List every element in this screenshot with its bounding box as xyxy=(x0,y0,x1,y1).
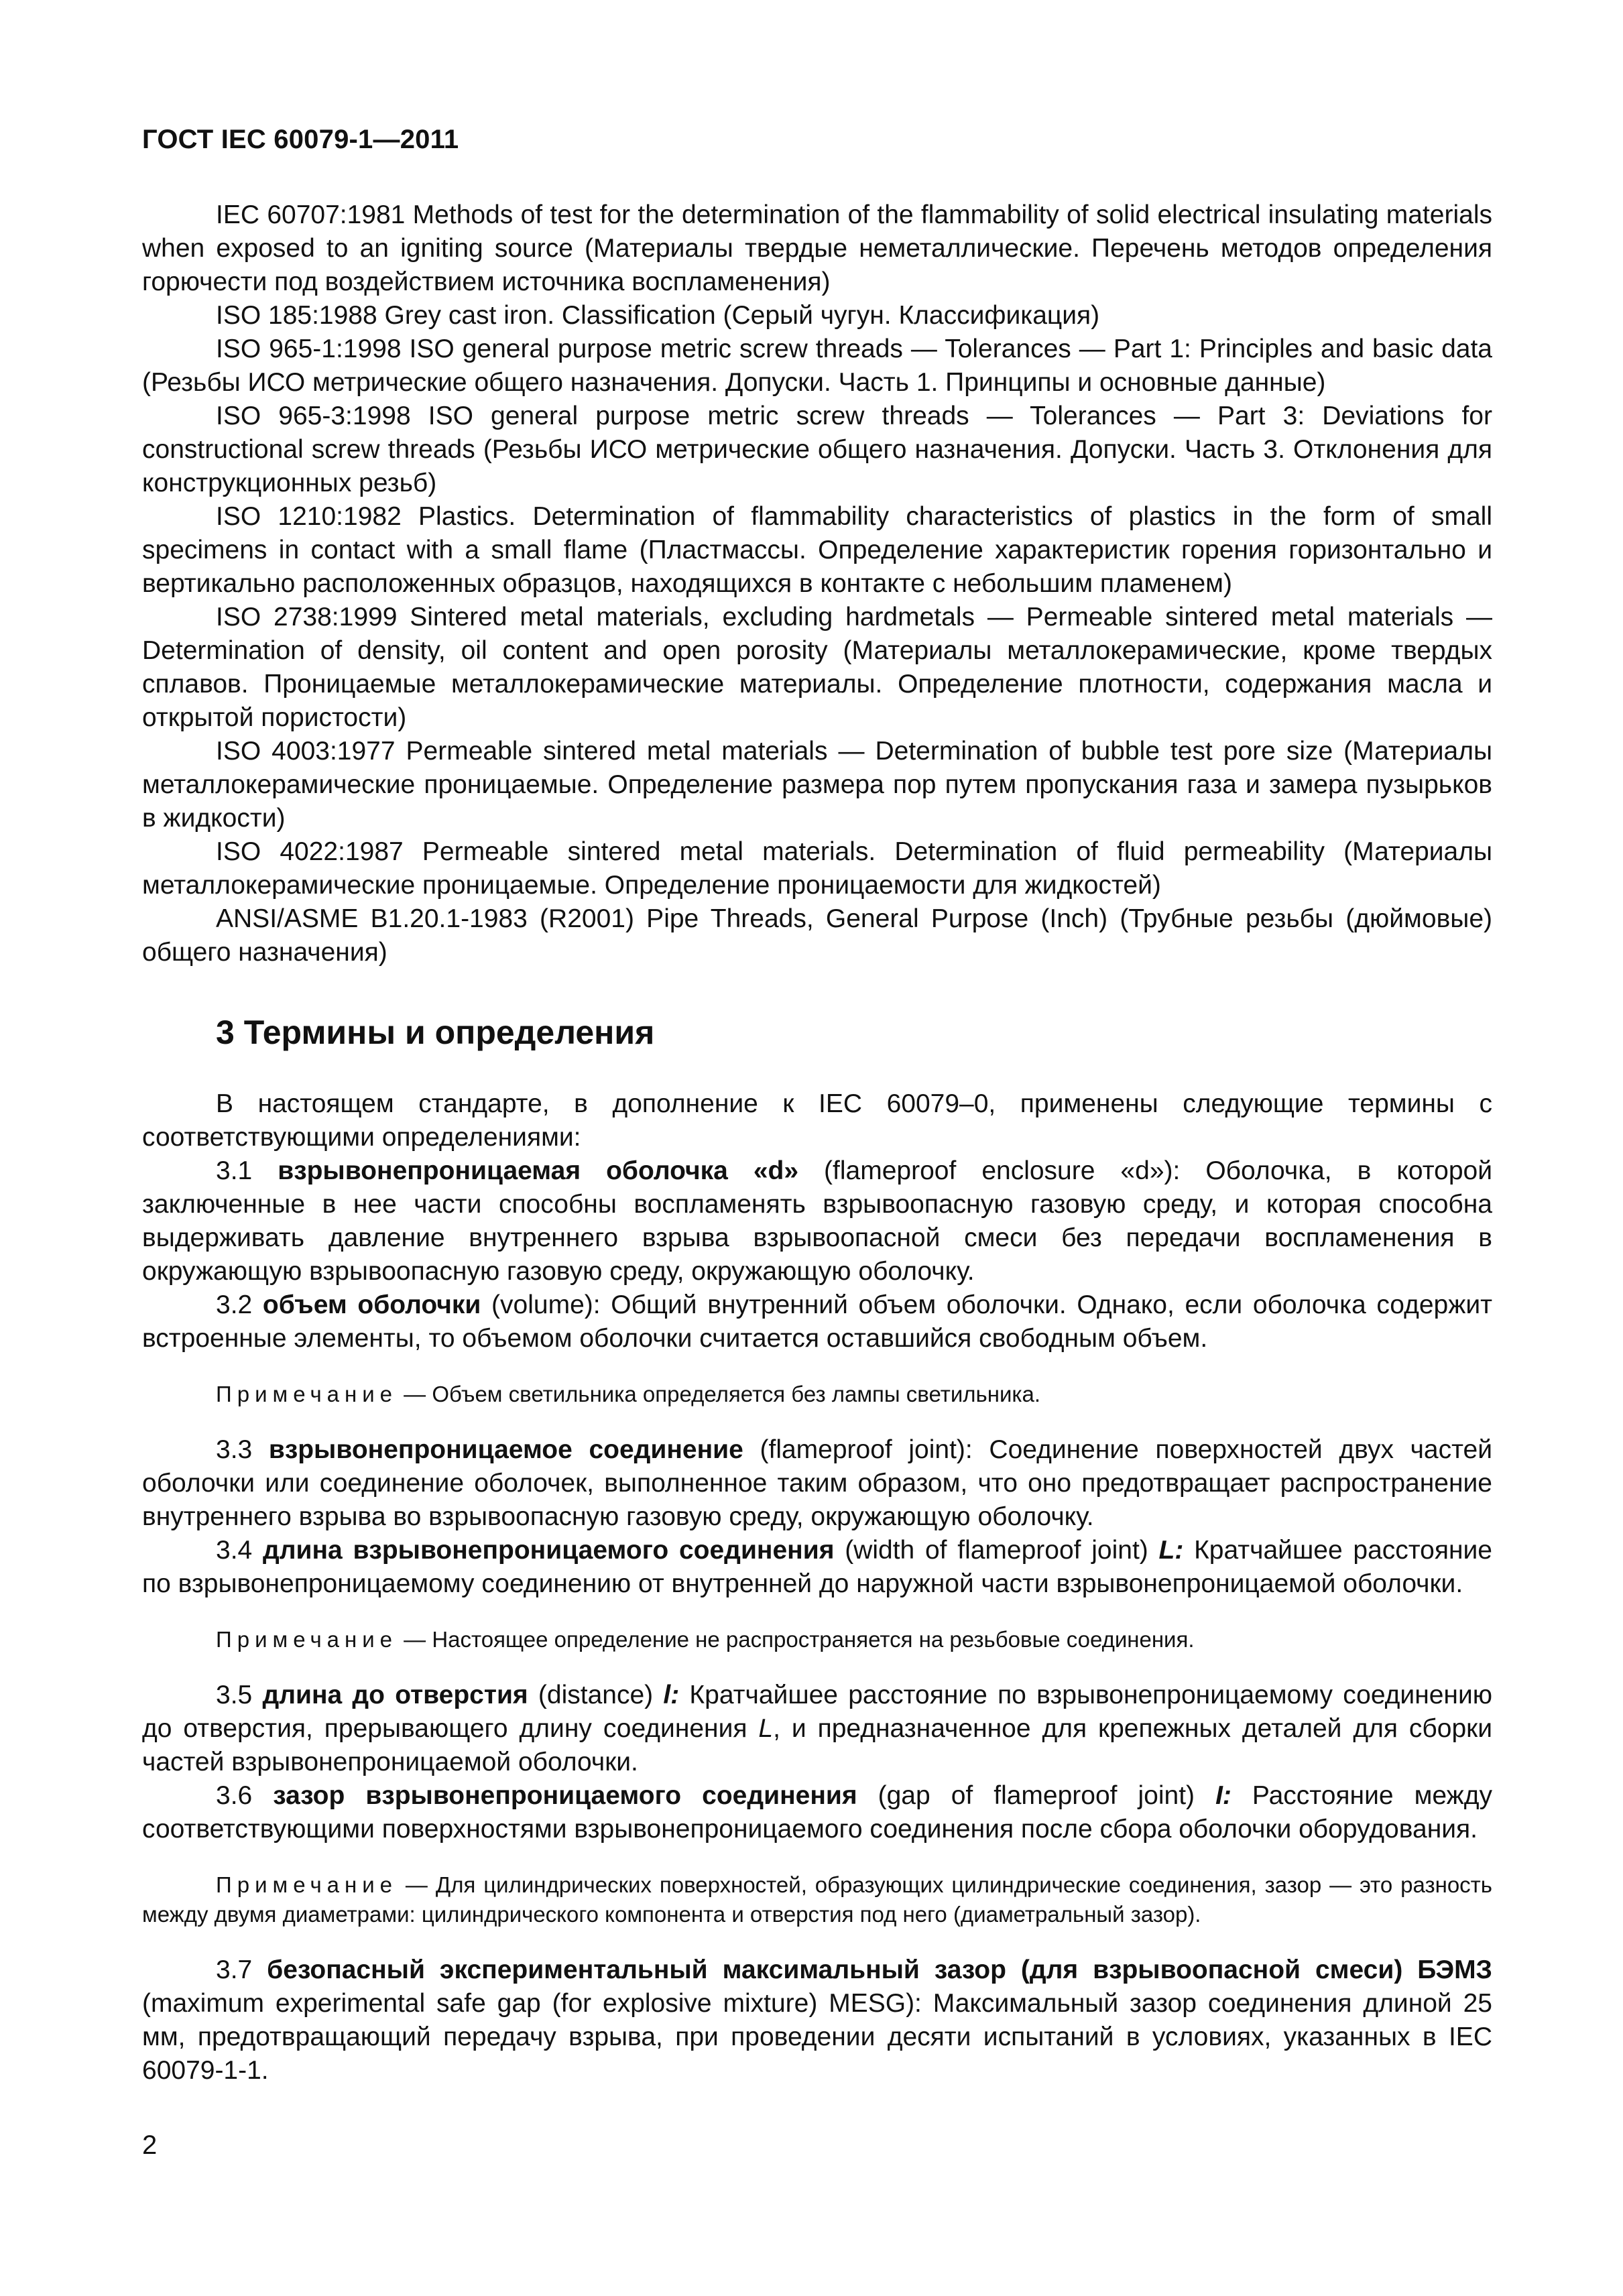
note-text: — Настоящее определение не распространяется на резьбовые соединения. xyxy=(398,1627,1195,1652)
definition-3-7 xyxy=(142,1953,1492,2088)
reference-iso-965-3: ISO 965-3:1998 ISO general purpose metric screw threads — Tolerances — Part 3: Deviations for constructional screw threads (Резьбы ИСО метрические общего назначения. Допуски. Часть 3. Отклонения для конструкционных резьб) xyxy=(142,402,1492,497)
definition-3-6 xyxy=(142,1779,1492,1846)
definition-3-3 xyxy=(142,1433,1492,1534)
def-text: , и предназначенное для крепежных деталей для сборки частей взрывонепроницаемой оболочки. xyxy=(142,1714,1492,1776)
def-text: (flameproof joint): Соединение поверхностей двух частей оболочки или соединение оболочек, выполненное таким образом, что оно предотвращает распространение внутреннего взрыва во взрывоопасную газовую среду, окружающую оболочку. xyxy=(142,1435,1492,1531)
def-term: взрывонепроницаемая оболочка «d» xyxy=(278,1156,799,1185)
note-1 xyxy=(142,1380,1492,1409)
def-text: (distance) xyxy=(528,1681,664,1709)
def-number: 3.2 xyxy=(216,1290,263,1319)
note-text: — Объем светильника определяется без лампы светильника. xyxy=(398,1382,1041,1406)
def-symbol: L: xyxy=(1158,1536,1184,1565)
page-number: 2 xyxy=(142,2130,158,2160)
def-number: 3.7 xyxy=(216,1955,267,1984)
section-heading: 3 Термины и определения xyxy=(216,1014,655,1051)
def-term: зазор взрывонепроницаемого соединения xyxy=(273,1781,857,1810)
definition-3-4 xyxy=(142,1534,1492,1601)
def-term: длина взрывонепроницаемого соединения xyxy=(262,1536,835,1565)
def-symbol: I: xyxy=(1215,1781,1231,1810)
def-term: безопасный экспериментальный максимальный зазор (для взрывоопасной смеси) БЭМЗ xyxy=(267,1955,1492,1984)
definition-3-5 xyxy=(142,1679,1492,1779)
def-number: 3.4 xyxy=(216,1536,263,1565)
def-term: длина до отверстия xyxy=(262,1681,528,1709)
note-2 xyxy=(142,1625,1492,1654)
def-text: (width of flameproof joint) xyxy=(834,1536,1159,1565)
note-3 xyxy=(142,1870,1492,1929)
def-symbol: l: xyxy=(663,1681,680,1709)
def-text: (volume): Общий внутренний объем оболочки. Однако, если оболочка содержит встроенные элементы, то объемом оболочки считается оставшийся свободным объем. xyxy=(142,1290,1492,1353)
definition-3-2 xyxy=(142,1288,1492,1355)
def-text: (gap of flameproof joint) xyxy=(857,1781,1216,1810)
standard-designation: ГОСТ IEC 60079-1—2011 xyxy=(142,125,459,154)
reference-iso-965-1: ISO 965-1:1998 ISO general purpose metric screw threads — Tolerances — Part 1: Principles and basic data (Резьбы ИСО метрические общего назначения. Допуски. Часть 1. Принципы и основные данные) xyxy=(142,335,1492,397)
def-term: объем оболочки xyxy=(262,1290,481,1319)
reference-iso-4022: ISO 4022:1987 Permeable sintered metal materials. Determination of fluid permeability (Материалы металлокерамические проницаемые. Определение проницаемости для жидкостей) xyxy=(142,837,1492,900)
note-label: Примечание xyxy=(216,1382,398,1406)
def-text: (flameproof enclosure «d»): Оболочка, в которой заключенные в нее части способны воспламенять взрывоопасную газовую среду, и которая способна выдерживать давление внутреннего взрыва взрывоопасной смеси без передачи воспламенения в окружающую взрывоопасную газовую среду, окружающую оболочку. xyxy=(142,1156,1492,1286)
def-number: 3.6 xyxy=(216,1781,274,1810)
def-number: 3.3 xyxy=(216,1435,269,1464)
def-term: взрывонепроницаемое соединение xyxy=(268,1435,743,1464)
def-text: Кратчайшее расстояние по взрывонепроницаемому соединению до отверстия, прерывающего длину соединения xyxy=(142,1681,1493,1743)
note-text: — Для цилиндрических поверхностей, образующих цилиндрические соединения, зазор — это разность между двумя диаметрами: цилиндрического компонента и отверстия под него (диаметральный зазор). xyxy=(142,1872,1492,1927)
section-intro: В настоящем стандарте, в дополнение к IEC 60079–0, применены следующие термины с соответствующими определениями: xyxy=(142,1089,1492,1152)
def-text: Расстояние между соответствующими поверхностями взрывонепроницаемого соединения после сбора оболочки оборудования. xyxy=(142,1781,1492,1844)
reference-iec-60707: IEC 60707:1981 Methods of test for the determination of the flammability of solid electrical insulating materials when exposed to an igniting source (Материалы твердые неметаллические. Перечень методов определения горючести под воздействием источника воспламенения) xyxy=(142,200,1492,296)
def-number: 3.1 xyxy=(216,1156,278,1185)
reference-iso-185: ISO 185:1988 Grey cast iron. Classification (Серый чугун. Классификация) xyxy=(216,301,1100,330)
definition-3-1 xyxy=(142,1154,1492,1288)
reference-iso-2738: ISO 2738:1999 Sintered metal materials, excluding hardmetals — Permeable sintered metal materials — Determination of density, oil content and open porosity (Материалы металлокерамические, кроме твердых сплавов. Проницаемые металлокерамические материалы. Определение плотности, содержания масла и открытой пористости) xyxy=(142,603,1492,732)
page-content xyxy=(142,198,1492,2088)
reference-ansi-asme: ANSI/ASME B1.20.1-1983 (R2001) Pipe Threads, General Purpose (Inch) (Трубные резьбы (дюймовые) общего назначения) xyxy=(142,904,1492,967)
def-symbol: L xyxy=(758,1714,774,1743)
def-text: Кратчайшее расстояние по взрывонепроницаемому соединению от внутренней до наружной части взрывонепроницаемой оболочки. xyxy=(142,1536,1492,1598)
note-label: Примечание xyxy=(216,1627,398,1652)
reference-iso-1210: ISO 1210:1982 Plastics. Determination of flammability characteristics of plastics in the form of small specimens in contact with a small flame (Пластмассы. Определение характеристик горения горизонтально и вертикально расположенных образцов, находящихся в контакте с небольшим пламенем) xyxy=(142,502,1492,598)
note-label: Примечание xyxy=(216,1872,398,1897)
def-text: (maximum experimental safe gap (for explosive mixture) MESG): Максимальный зазор соединения длиной 25 мм, предотвращающий передачу взрыва, при проведении десяти испытаний в условиях, указанных в IEC 60079-1-1. xyxy=(142,1989,1492,2085)
reference-iso-4003: ISO 4003:1977 Permeable sintered metal materials — Determination of bubble test pore size (Материалы металлокерамические проницаемые. Определение размера пор путем пропускания газа и замера пузырьков в жидкости) xyxy=(142,737,1492,833)
def-number: 3.5 xyxy=(216,1681,263,1709)
